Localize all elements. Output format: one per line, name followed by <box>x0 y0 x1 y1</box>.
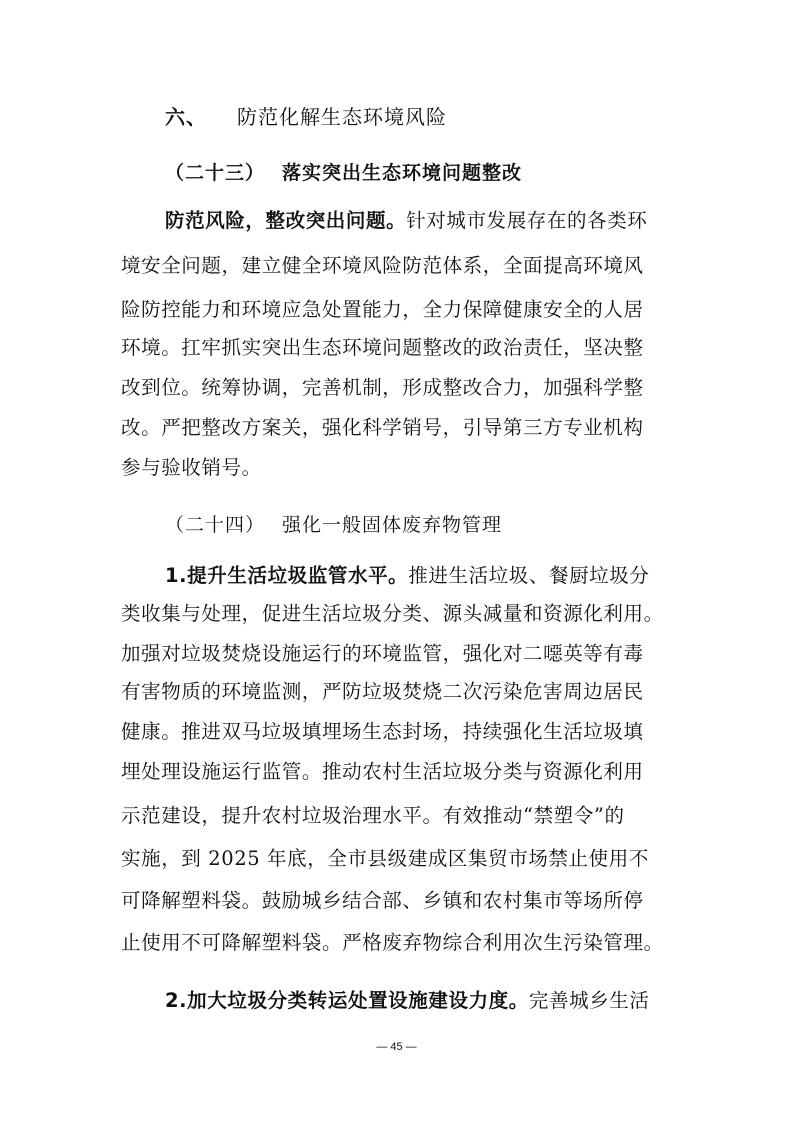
paragraph-line: 实施，到 2025 年底，全市县级建成区集贸市场禁止使用不 <box>121 847 649 870</box>
paragraph-3-text: 完善城乡生活 <box>528 989 650 1012</box>
paragraph-1-text: 针对城市发展存在的各类环 <box>406 209 648 232</box>
paragraph-2-text: 推进生活垃圾、餐厨垃圾分 <box>408 564 650 587</box>
paragraph-line: 有害物质的环境监测，严防垃圾焚烧二次污染危害周边居民 <box>121 680 644 703</box>
subheading-23 <box>165 158 522 185</box>
paragraph-line <box>165 205 647 233</box>
paragraph-line: 加强对垃圾焚烧设施运行的环境监管，强化对二噁英等有毒 <box>121 642 644 665</box>
paragraph-3-lead: 2.加大垃圾分类转运处置设施建设力度。 <box>165 989 529 1012</box>
paragraph-line: 健康。推进双马垃圾填埋场生态封场，持续强化生活垃圾填 <box>121 720 644 743</box>
paragraph-2-lead: 1.提升生活垃圾监管水平。 <box>165 564 409 587</box>
subheading-24-number: （二十四） <box>165 514 266 536</box>
paragraph-line: 参与验收销号。 <box>121 456 262 479</box>
subheading-23-title: 落实突出生态环境问题整改 <box>282 162 523 184</box>
paragraph-line: 止使用不可降解塑料袋。严格废弃物综合利用次生污染管理。 <box>121 931 664 954</box>
section-number: 六、 <box>165 105 207 129</box>
paragraph-line: 类收集与处理，促进生活垃圾分类、源头减量和资源化利用。 <box>121 602 664 625</box>
subheading-24-title: 强化一般固体废弃物管理 <box>282 514 503 536</box>
paragraph-line: 险防控能力和环境应急处置能力，全力保障健康安全的人居 <box>121 298 644 321</box>
paragraph-1-lead: 防范风险，整改突出问题。 <box>165 209 407 232</box>
paragraph-line: 改。严把整改方案关，强化科学销号，引导第三方专业机构 <box>121 416 644 439</box>
paragraph-line: 示范建设，提升农村垃圾治理水平。有效推动“禁塑令”的 <box>121 804 625 827</box>
paragraph-line <box>165 985 650 1013</box>
paragraph-line: 可降解塑料袋。鼓励城乡结合部、乡镇和农村集市等场所停 <box>121 889 644 912</box>
section-title: 防范化解生态环境风险 <box>237 105 447 129</box>
paragraph-line: 环境。扛牢抓实突出生态环境问题整改的政治责任，坚决整 <box>121 336 644 359</box>
paragraph-line: 改到位。统筹协调，完善机制，形成整改合力，加强科学整 <box>121 376 644 399</box>
subheading-23-number: （二十三） <box>165 162 266 184</box>
paragraph-line: 境安全问题，建立健全环境风险防范体系，全面提高环境风 <box>121 254 644 277</box>
paragraph-line: 埋处理设施运行监管。推动农村生活垃圾分类与资源化利用 <box>121 760 644 783</box>
paragraph-line <box>165 560 649 588</box>
section-heading <box>165 101 447 130</box>
subheading-24 <box>165 510 502 537</box>
page-number: — 45 — <box>376 1041 417 1053</box>
